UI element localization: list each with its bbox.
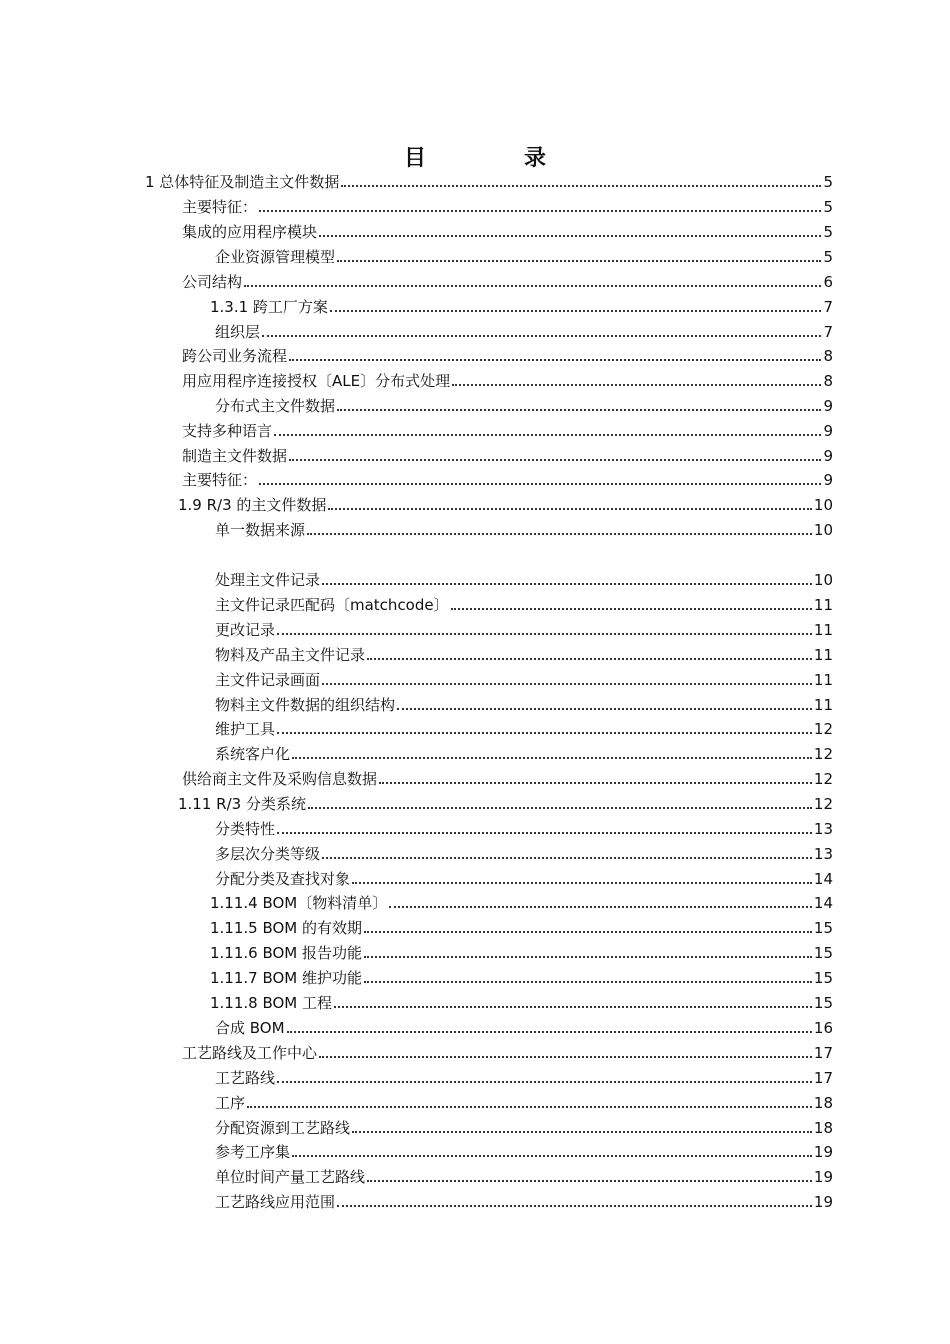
toc-entry[interactable] <box>178 491 833 515</box>
toc-entry[interactable] <box>215 1114 833 1138</box>
toc-entry-label: 1.11.7 BOM 维护功能 <box>210 969 363 987</box>
toc-page-number: 13 <box>813 845 833 863</box>
toc-page-number: 12 <box>813 795 833 813</box>
toc-entry-label: 支持多种语言 <box>182 422 273 440</box>
toc-dot-leader <box>352 882 812 884</box>
toc-dot-leader <box>322 857 812 859</box>
toc-page-number: 19 <box>813 1193 833 1211</box>
toc-page-number: 11 <box>813 596 833 614</box>
toc-dot-leader <box>289 459 821 461</box>
toc-entry-label: 物料及产品主文件记录 <box>215 646 366 664</box>
toc-entry-label: 1.11 R/3 分类系统 <box>178 795 306 813</box>
toc-dot-leader <box>364 931 812 933</box>
toc-dot-leader <box>328 508 811 510</box>
toc-entry[interactable] <box>215 1138 833 1162</box>
toc-entry[interactable] <box>182 268 833 292</box>
toc-dot-leader <box>367 1180 812 1182</box>
toc-page-number: 14 <box>813 870 833 888</box>
toc-page-number: 5 <box>823 248 833 266</box>
toc-entry[interactable] <box>215 1188 833 1212</box>
toc-page-number: 17 <box>813 1044 833 1062</box>
toc-entry-label: 物料主文件数据的组织结构 <box>215 696 396 714</box>
toc-entry-label: 1.11.5 BOM 的有效期 <box>210 919 363 937</box>
toc-title-char: 录 <box>524 146 547 171</box>
toc-entry-label: 分配分类及查找对象 <box>215 870 351 888</box>
toc-dot-leader <box>364 956 812 958</box>
toc-entry-label: 工艺路线及工作中心 <box>182 1044 318 1062</box>
toc-entry-label: 工艺路线应用范围 <box>215 1193 336 1211</box>
toc-page-number: 10 <box>813 496 833 514</box>
toc-page-number: 10 <box>813 571 833 589</box>
toc-entry-label: 主要特征： <box>182 471 258 489</box>
toc-entry[interactable] <box>210 964 833 988</box>
toc-entry[interactable] <box>215 318 833 342</box>
toc-page-number: 15 <box>813 994 833 1012</box>
toc-page-number: 11 <box>813 646 833 664</box>
toc-page-number: 12 <box>813 770 833 788</box>
toc-dot-leader <box>397 708 812 710</box>
toc-page-number: 5 <box>823 198 833 216</box>
toc-entry-label: 合成 BOM <box>215 1019 285 1037</box>
toc-page-number: 17 <box>813 1069 833 1087</box>
toc-entry-label: 跨公司业务流程 <box>182 347 288 365</box>
toc-page-number: 9 <box>823 422 833 440</box>
toc-page-number: 15 <box>813 944 833 962</box>
toc-entry[interactable] <box>215 616 833 640</box>
toc-page-number: 19 <box>813 1143 833 1161</box>
toc-page-number: 18 <box>813 1094 833 1112</box>
toc-dot-leader <box>289 359 821 361</box>
toc-entry[interactable] <box>178 790 833 814</box>
toc-entry[interactable] <box>182 1039 833 1063</box>
toc-dot-leader <box>319 235 821 237</box>
toc-entry[interactable] <box>215 865 833 889</box>
toc-entry-label: 公司结构 <box>182 273 243 291</box>
toc-entry-label: 1.3.1 跨工厂方案 <box>210 298 328 316</box>
toc-dot-leader <box>341 185 821 187</box>
toc-dot-leader <box>277 633 812 635</box>
toc-entry-label: 1.11.8 BOM 工程 <box>210 994 333 1012</box>
toc-dot-leader <box>292 1155 812 1157</box>
toc-page-number: 12 <box>813 745 833 763</box>
toc-entry[interactable] <box>210 293 833 317</box>
toc-dot-leader <box>364 981 812 983</box>
toc-dot-leader <box>337 1205 812 1207</box>
toc-entry[interactable] <box>215 516 833 540</box>
toc-dot-leader <box>322 583 812 585</box>
toc-page-number: 13 <box>813 820 833 838</box>
toc-dot-leader <box>277 832 812 834</box>
toc-entry-label: 主要特征： <box>182 198 258 216</box>
toc-page-number: 15 <box>813 969 833 987</box>
toc-dot-leader <box>330 310 822 312</box>
toc-dot-leader <box>389 906 812 908</box>
toc-entry-label: 分布式主文件数据 <box>215 397 336 415</box>
toc-entry-label: 分类特性 <box>215 820 276 838</box>
toc-entry-label: 单位时间产量工艺路线 <box>215 1168 366 1186</box>
toc-page-number: 8 <box>823 372 833 390</box>
toc-entry[interactable] <box>182 193 833 217</box>
toc-entry[interactable] <box>210 914 833 938</box>
toc-entry[interactable] <box>215 1014 833 1038</box>
toc-entry-label: 处理主文件记录 <box>215 571 321 589</box>
toc-page-number: 15 <box>813 919 833 937</box>
toc-dot-leader <box>451 608 812 610</box>
toc-entry[interactable] <box>182 417 833 441</box>
toc-dot-leader <box>244 285 821 287</box>
toc-entry[interactable] <box>215 740 833 764</box>
toc-entry[interactable] <box>215 691 833 715</box>
toc-dot-leader <box>337 260 821 262</box>
toc-page-number: 6 <box>823 273 833 291</box>
toc-page-number: 11 <box>813 696 833 714</box>
toc-entry-label: 集成的应用程序模块 <box>182 223 318 241</box>
toc-entry-label: 供给商主文件及采购信息数据 <box>182 770 378 788</box>
toc-dot-leader <box>367 658 812 660</box>
toc-dot-leader <box>452 384 821 386</box>
toc-title-char: 目 <box>403 146 426 171</box>
toc-entry[interactable] <box>215 1089 833 1113</box>
toc-entry[interactable] <box>215 666 833 690</box>
toc-page-number: 16 <box>813 1019 833 1037</box>
toc-page-number: 19 <box>813 1168 833 1186</box>
toc-entry-label: 1 总体特征及制造主文件数据 <box>145 173 340 191</box>
toc-entry[interactable] <box>145 168 833 192</box>
toc-dot-leader <box>277 1081 812 1083</box>
toc-dot-leader <box>307 533 812 535</box>
toc-dot-leader <box>274 434 821 436</box>
toc-page-number: 18 <box>813 1119 833 1137</box>
toc-page-number: 10 <box>813 521 833 539</box>
toc-entry-label: 用应用程序连接授权〔ALE〕分布式处理 <box>182 372 451 390</box>
toc-page-number: 9 <box>823 447 833 465</box>
toc-entry-label: 更改记录 <box>215 621 276 639</box>
toc-dot-leader <box>337 409 821 411</box>
toc-entry-label: 1.11.4 BOM〔物料清单〕 <box>210 894 388 912</box>
toc-entry[interactable] <box>182 765 833 789</box>
toc-entry[interactable] <box>210 889 833 913</box>
toc-entry-label: 1.9 R/3 的主文件数据 <box>178 496 327 514</box>
toc-entry-label: 企业资源管理模型 <box>215 248 336 266</box>
toc-entry-label: 主文件记录画面 <box>215 671 321 689</box>
toc-dot-leader <box>322 683 812 685</box>
toc-page-number: 8 <box>823 347 833 365</box>
toc-title <box>0 141 950 171</box>
toc-page-number: 12 <box>813 720 833 738</box>
toc-dot-leader <box>352 1131 812 1133</box>
toc-entry[interactable] <box>182 367 833 391</box>
toc-page-number: 9 <box>823 397 833 415</box>
toc-page-number: 5 <box>823 173 833 191</box>
toc-entry-label: 工序 <box>215 1094 246 1112</box>
toc-entry[interactable] <box>182 442 833 466</box>
toc-page-number: 11 <box>813 621 833 639</box>
toc-entry-label: 分配资源到工艺路线 <box>215 1119 351 1137</box>
toc-entry[interactable] <box>215 1163 833 1187</box>
toc-dot-leader <box>287 1031 812 1033</box>
toc-entry[interactable] <box>182 466 833 490</box>
toc-entry[interactable] <box>215 243 833 267</box>
toc-entry-label: 多层次分类等级 <box>215 845 321 863</box>
toc-page-number: 7 <box>823 323 833 341</box>
toc-entry-label: 工艺路线 <box>215 1069 276 1087</box>
toc-page-number: 14 <box>813 894 833 912</box>
toc-page-number: 9 <box>823 471 833 489</box>
toc-entry[interactable] <box>215 641 833 665</box>
toc-dot-leader <box>247 1106 812 1108</box>
toc-entry[interactable] <box>182 218 833 242</box>
toc-entry[interactable] <box>210 939 833 963</box>
toc-entry[interactable] <box>215 591 833 615</box>
toc-dot-leader <box>259 210 821 212</box>
toc-page-number: 11 <box>813 671 833 689</box>
toc-entry[interactable] <box>215 566 833 590</box>
toc-entry-label: 参考工序集 <box>215 1143 291 1161</box>
toc-entry-label: 维护工具 <box>215 720 276 738</box>
toc-dot-leader <box>319 1056 812 1058</box>
toc-entry-label: 组织层 <box>215 323 261 341</box>
toc-entry[interactable] <box>215 715 833 739</box>
toc-entry-label: 系统客户化 <box>215 745 291 763</box>
toc-entry-label: 主文件记录匹配码〔matchcode〕 <box>215 596 449 614</box>
toc-entry[interactable] <box>215 392 833 416</box>
toc-page-number: 5 <box>823 223 833 241</box>
toc-entry[interactable] <box>210 989 833 1013</box>
toc-entry-label: 单一数据来源 <box>215 521 306 539</box>
toc-dot-leader <box>262 335 821 337</box>
toc-dot-leader <box>259 483 821 485</box>
toc-dot-leader <box>334 1006 812 1008</box>
toc-entry[interactable] <box>215 815 833 839</box>
toc-entry[interactable] <box>182 342 833 366</box>
toc-entry[interactable] <box>215 840 833 864</box>
toc-entry-label: 制造主文件数据 <box>182 447 288 465</box>
toc-page-number: 7 <box>823 298 833 316</box>
toc-dot-leader <box>379 782 812 784</box>
toc-dot-leader <box>277 732 812 734</box>
toc-dot-leader <box>292 757 812 759</box>
toc-entry-label: 1.11.6 BOM 报告功能 <box>210 944 363 962</box>
toc-dot-leader <box>308 807 812 809</box>
toc-entry[interactable] <box>215 1064 833 1088</box>
